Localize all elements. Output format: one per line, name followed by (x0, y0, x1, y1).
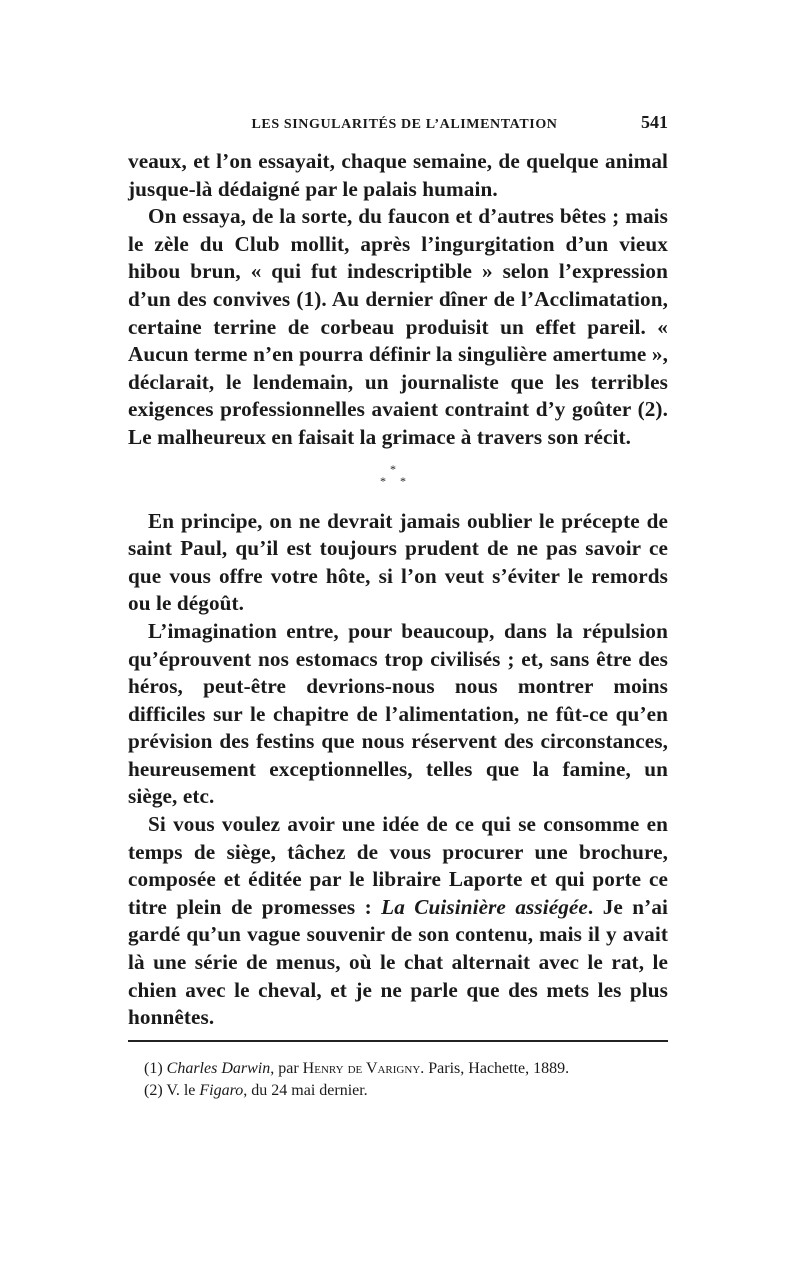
book-title: La Cuisinière assiégée (381, 894, 588, 919)
footnote-marker: (1) (144, 1059, 163, 1077)
running-title: LES SINGULARITÉS DE L’ALIMENTATION (251, 117, 558, 132)
paragraph: On essaya, de la sorte, du faucon et d’autres bêtes ; mais le zèle du Club mollit, après l’ingurgitation d’un vieux hibou brun, « qui fut indescriptible » selon l’expression d’un des convives (1). Au dernier dîner de l’Acclimatation, certaine terrine de corbeau produisit un effet pareil. « Aucun terme n’en pourra définir la singulière amertume », déclarait, le lendemain, un journaliste que les terribles exigences professionnelles avaient contraint d’y goûter (2). Le malheureux en faisait la grimace à travers son récit. (128, 204, 668, 449)
text-run: . Je n’ai gardé qu’un vague souvenir de son contenu, mais il y avait là une série de menus, où le chat alternait avec le rat, le chien avec le cheval, et je ne parle que des mets les plus honnêtes. (128, 894, 669, 1030)
asterisk-icon: * (390, 461, 396, 476)
footnote-marker: (2) (144, 1081, 163, 1099)
footnote-2 (128, 1080, 668, 1102)
paragraph: En principe, on ne devrait jamais oublier le précepte de saint Paul, qu’il est toujours prudent de ne pas savoir ce que vous offre votre hôte, si l’on veut s’éviter le remords ou le dégoût. (128, 508, 668, 616)
text-run: V. le (162, 1081, 200, 1099)
text-run: , du 24 mai dernier. (243, 1081, 368, 1099)
paragraph-continued: veaux, et l’on essayait, chaque semaine, de quelque animal jusque-là dédaigné par le palais humain. (128, 149, 668, 201)
book-page (128, 112, 668, 1102)
footnotes (128, 1058, 668, 1102)
cited-newspaper: Figaro (199, 1081, 244, 1099)
text-run: Si vous voulez avoir une idée de ce qui se consomme en temps de siège, tâchez de vous procurer une brochure, composée et éditée par le libraire Laporte et qui porte ce titre plein de promesses : (128, 812, 668, 919)
cited-author: Henry de Varigny (302, 1059, 421, 1077)
page-number: 541 (641, 112, 668, 132)
asterisk-icon: * (400, 473, 406, 488)
cited-work: Charles Darwin (166, 1059, 271, 1077)
paragraph: L’imagination entre, pour beaucoup, dans la répulsion qu’éprouvent nos estomacs trop civilisés ; et, sans être des héros, peut-être devrions-nous nous montrer moins difficiles sur le chapitre de l’alimentation, ne fût-ce qu’en prévision des festins que nous réservent des circonstances, heureusement exceptionnelles, telles que la famine, un siège, etc. (128, 618, 668, 809)
footnote-1 (128, 1058, 668, 1080)
text-run: , par (270, 1059, 303, 1077)
running-head (128, 112, 668, 148)
asterisk-icon: * (380, 473, 386, 488)
body-text (128, 148, 668, 1032)
paragraph (128, 811, 668, 1032)
footnote-divider (128, 1040, 668, 1042)
text-run: . Paris, Hachette, 1889. (420, 1059, 570, 1077)
section-break-asterism (128, 452, 668, 508)
